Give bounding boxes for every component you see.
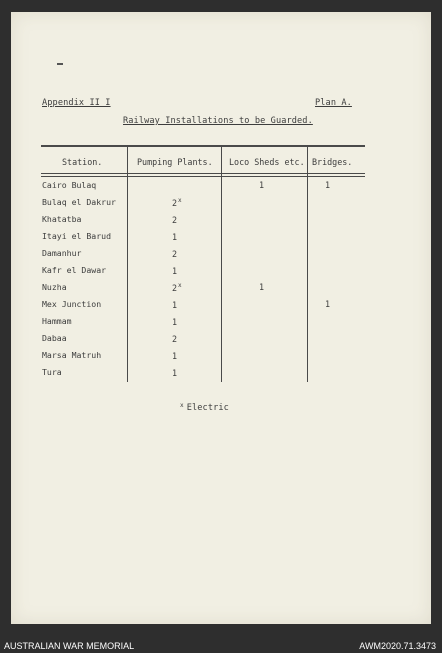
pumping-cell [172,214,178,225]
station-cell: Mex Junction [42,299,102,309]
bridges-cell: 1 [325,299,331,309]
station-cell: Khatatba [42,214,82,224]
pumping-cell [172,197,182,208]
appendix-label: Appendix II I [42,98,111,108]
pumping-cell [172,231,178,242]
column-divider-1 [127,146,128,382]
pen-mark [57,63,63,65]
column-divider-2 [221,146,222,382]
station-cell: Tura [42,367,62,377]
column-header-station: Station. [62,157,103,167]
pumping-cell [172,316,178,327]
pumping-cell [172,248,178,259]
footnote-mark: x [180,402,184,409]
archive-caption: AUSTRALIAN WAR MEMORIAL [4,641,135,651]
loco-cell: 1 [259,282,265,292]
station-cell: Damanhur [42,248,82,258]
station-cell: Hammam [42,316,72,326]
station-cell: Kafr el Dawar [42,265,107,275]
table-header-rule [41,173,365,174]
table-header-rule-2 [41,176,365,177]
pumping-value: 1 [172,232,178,242]
plan-label: Plan A. [315,98,352,108]
table-top-rule [41,145,365,147]
pumping-value: 2 [172,334,178,344]
station-cell: Dabaa [42,333,67,343]
column-header-bridges: Bridges. [312,157,353,167]
column-header-pumping: Pumping Plants. [137,157,213,167]
pumping-cell [172,333,178,344]
pumping-cell [172,367,178,378]
pumping-value: 1 [172,317,178,327]
footnote [180,402,229,413]
pumping-value: 2 [172,198,178,208]
pumping-value: 1 [172,351,178,361]
electric-mark: x [178,197,182,204]
column-divider-3 [307,146,308,382]
pumping-value: 1 [172,266,178,276]
column-header-loco: Loco Sheds etc. [229,157,305,167]
station-cell: Nuzha [42,282,67,292]
station-cell: Itayi el Barud [42,231,112,241]
station-cell: Bulaq el Dakrur [42,197,116,207]
pumping-value: 1 [172,300,178,310]
station-cell: Cairo Bulaq [42,180,97,190]
pumping-value: 2 [172,283,178,293]
electric-mark: x [178,282,182,289]
pumping-cell [172,350,178,361]
pumping-cell [172,299,178,310]
pumping-cell [172,265,178,276]
pumping-cell [172,282,182,293]
pumping-value: 1 [172,368,178,378]
archive-reference: AWM2020.71.3473 [359,641,436,651]
bridges-cell: 1 [325,180,331,190]
loco-cell: 1 [259,180,265,190]
document-title: Railway Installations to be Guarded. [123,116,313,126]
footnote-text: Electric [186,403,229,413]
station-cell: Marsa Matruh [42,350,102,360]
pumping-value: 2 [172,249,178,259]
pumping-cell [172,180,173,191]
pumping-value: 2 [172,215,178,225]
